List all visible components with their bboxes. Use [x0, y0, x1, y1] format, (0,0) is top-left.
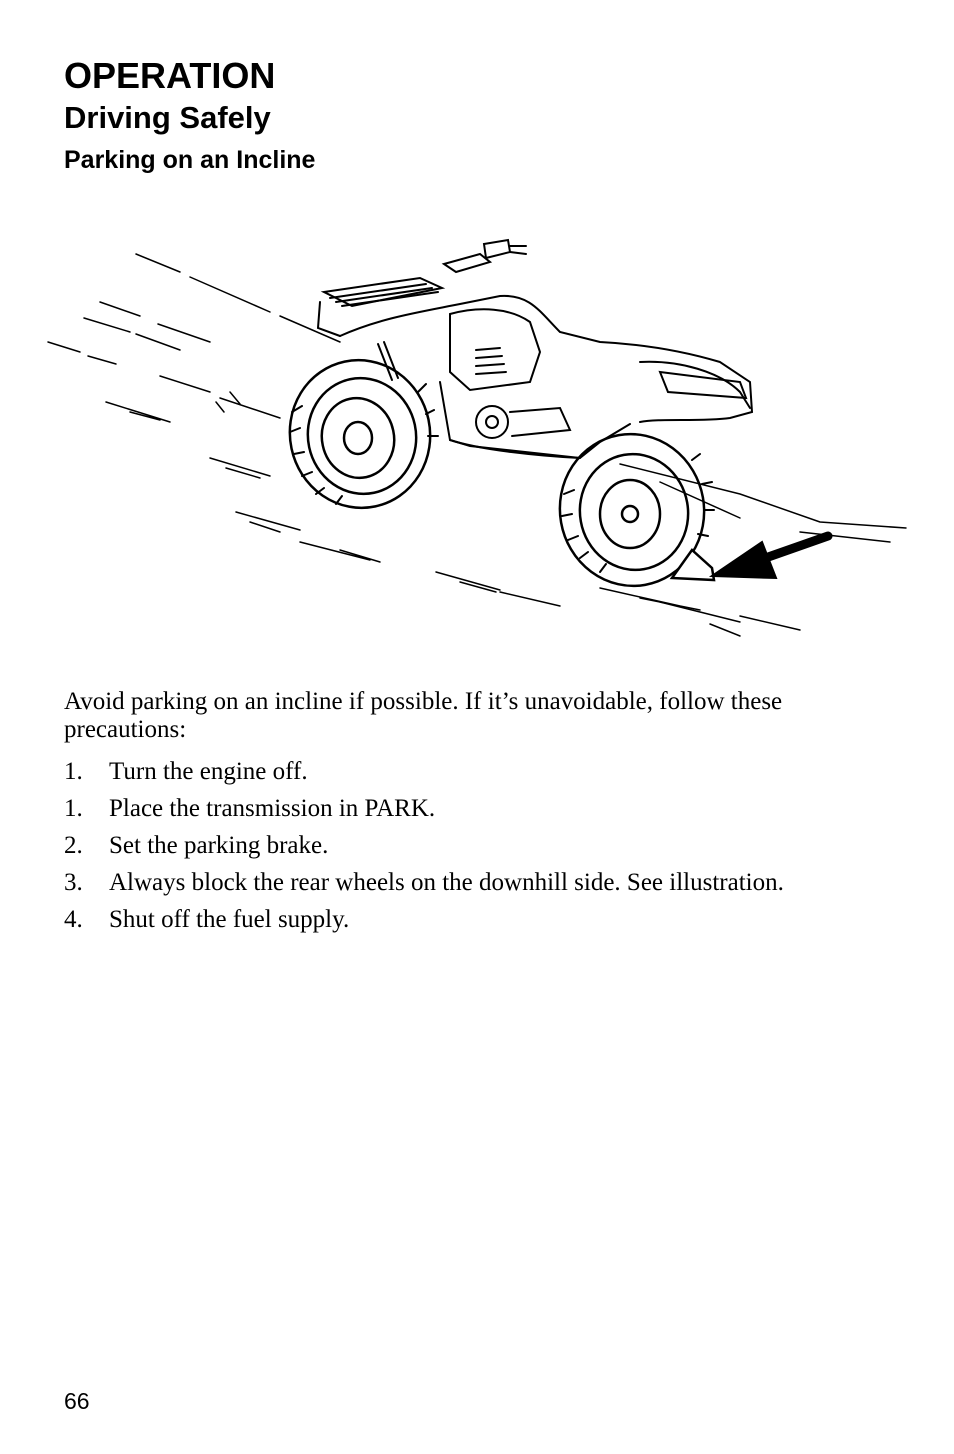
step-text: Place the transmission in PARK. — [109, 795, 436, 822]
page-number: 66 — [64, 1388, 90, 1414]
precautions-list — [64, 758, 844, 943]
step-number: 1. — [64, 758, 83, 785]
step-text: Turn the engine off. — [109, 758, 308, 785]
list-item — [64, 869, 844, 897]
arrow-pointing-to-wheel-block-icon — [712, 536, 828, 578]
atv-parked-on-incline-illustration-icon — [40, 232, 920, 652]
intro-paragraph: Avoid parking on an incline if possible. If it’s unavoidable, follow these precautions: — [64, 688, 783, 743]
step-number: 1. — [64, 795, 83, 822]
step-number: 2. — [64, 832, 83, 859]
step-number: 4. — [64, 906, 83, 933]
topic-title: Parking on an Incline — [64, 146, 316, 174]
step-number: 3. — [64, 869, 83, 896]
subsection-title: Driving Safely — [64, 100, 271, 135]
step-text: Always block the rear wheels on the downhill side. See illustration. — [109, 869, 784, 896]
list-item — [64, 832, 844, 860]
step-text: Shut off the fuel supply. — [109, 906, 350, 933]
wheel-block-icon — [672, 550, 714, 580]
atv-incline-figure — [40, 232, 920, 652]
list-item — [64, 906, 844, 934]
step-text: Set the parking brake. — [109, 832, 329, 859]
section-title: OPERATION — [64, 55, 276, 96]
list-item — [64, 795, 844, 823]
list-item — [64, 758, 844, 786]
